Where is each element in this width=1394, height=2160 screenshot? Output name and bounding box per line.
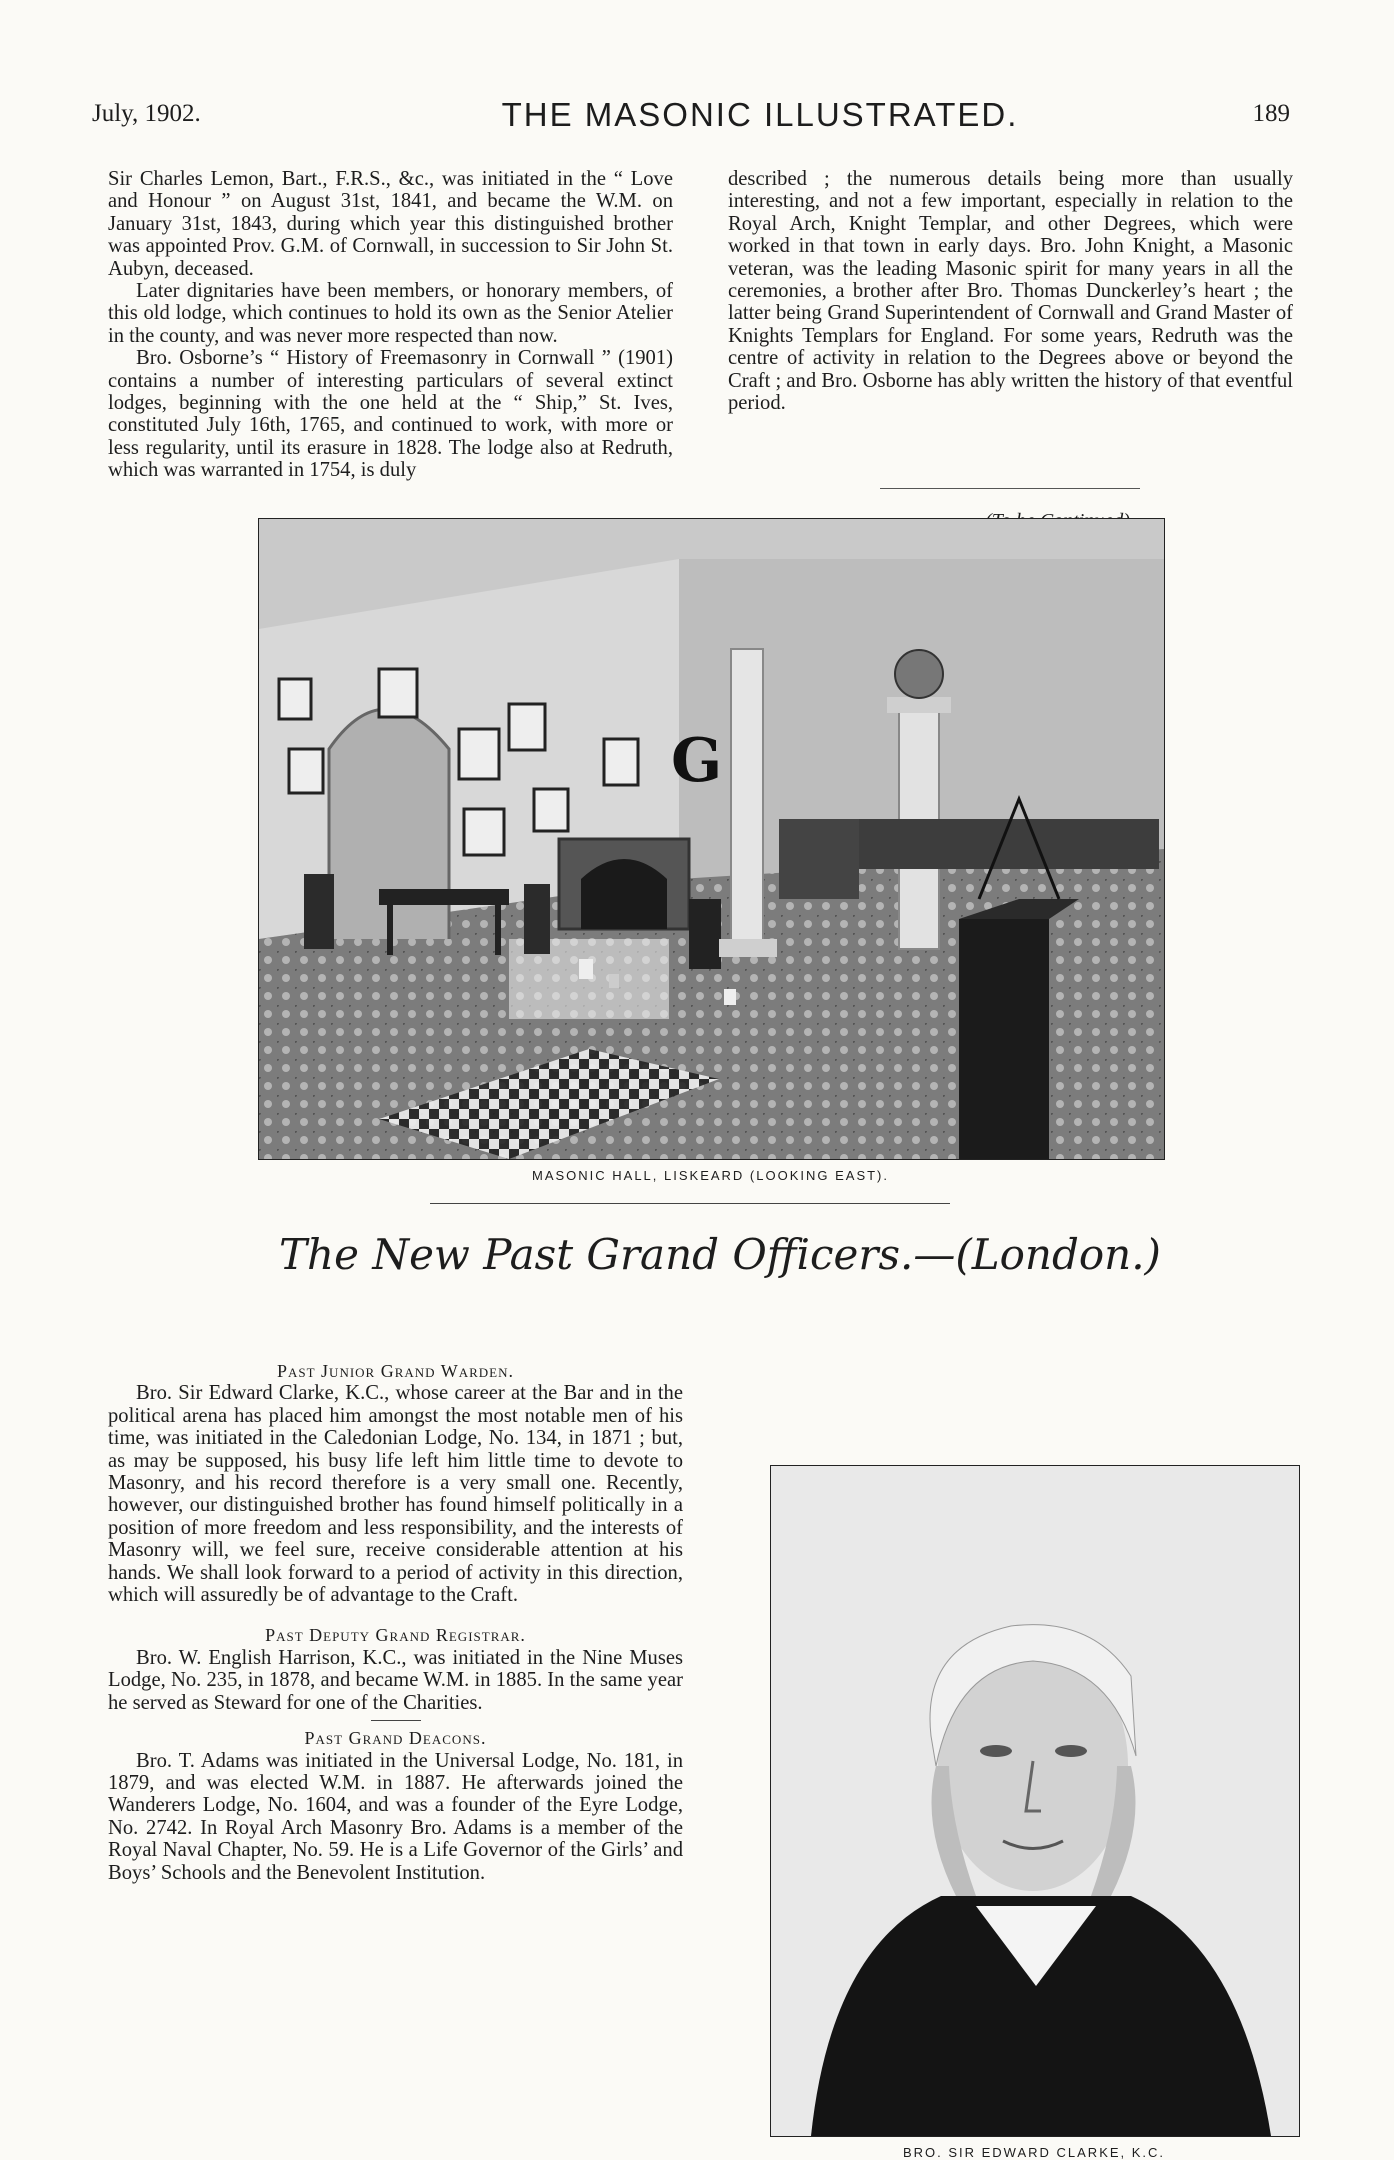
paragraph: described ; the numerous details being more than usually interesting, and not a few important, especially in relation to the Royal Arch, Knight Templar, and other Degrees, which were worked in that town in early days. Bro. John Knight, a Masonic veteran, was the leading Masonic spirit for many years in all the ceremonies, a brother after Bro. Thomas Dunckerley’s heart ; the latter being Grand Superintendent of Cornwall and Grand Master of Knights Templars for England. For some years, Redruth was the centre of activity in relation to the Degrees above or beyond the Craft ; and Bro. Osborne has ably written the history of that eventful period. bbox=[728, 168, 1293, 415]
paragraph: Sir Charles Lemon, Bart., F.R.S., &c., was initiated in the “ Love and Honour ” on August 31st, 1841, and became the W.M. on January 31st, 1843, during which year this distinguished brother was appointed Prov. G.M. of Cornwall, in succession to Sir John St. Aubyn, deceased. bbox=[108, 168, 673, 280]
issue-date: July, 1902. bbox=[92, 100, 201, 127]
portrait-caption: BRO. SIR EDWARD CLARKE, K.C. bbox=[902, 2145, 1166, 2160]
letter-g: G bbox=[671, 726, 723, 796]
officers-column bbox=[108, 1360, 683, 1884]
officer-heading: Past Junior Grand Warden. bbox=[276, 1361, 514, 1381]
article-column-right bbox=[728, 168, 1293, 414]
portrait-photo bbox=[770, 1465, 1300, 2137]
divider bbox=[371, 1720, 421, 1721]
publication-title: THE MASONIC ILLUSTRATED. bbox=[501, 96, 1019, 133]
officer-text: Bro. T. Adams was initiated in the Universal Lodge, No. 181, in 1879, and was elected W.M. in 1887. He afterwards joined the Wanderers Lodge, No. 1604, and was a founder of the Eyre Lodge, No. 2742. In Royal Arch Masonry Bro. Adams is a member of the Royal Naval Chapter, No. 59. He is a Life Governor of the Girls’ and Boys’ Schools and the Benevolent Institution. bbox=[108, 1749, 683, 1884]
officer-text: Bro. Sir Edward Clarke, K.C., whose career at the Bar and in the political arena has placed him amongst the most notable men of his time, was initiated in the Caledonian Lodge, No. 134, in 1871 ; but, as may be supposed, his busy life left him little time to devote to Masonry, and his record therefore is a very small one. Recently, however, our distinguished brother has found himself politically in a position of more freedom and less responsibility, and the interests of Masonry will, we feel sure, receive considerable attention at his hands. We shall look forward to a period of activity in this direction, which will assuredly be of advantage to the Craft. bbox=[108, 1382, 683, 1607]
article-column-left bbox=[108, 168, 673, 482]
paragraph: Later dignitaries have been members, or honorary members, of this old lodge, which continues to hold its own as the Senior Atelier in the county, and was never more respected than now. bbox=[108, 280, 673, 347]
page-number: 189 bbox=[1252, 100, 1290, 127]
officer-heading: Past Deputy Grand Registrar. bbox=[265, 1625, 526, 1646]
divider bbox=[430, 1203, 950, 1204]
hall-photo-caption: MASONIC HALL, LISKEARD (LOOKING EAST). bbox=[531, 1168, 889, 1183]
officer-text: Bro. W. English Harrison, K.C., was initiated in the Nine Muses Lodge, No. 235, in 1878, and became W.M. in 1885. In the same year he served as Steward for one of the Charities. bbox=[108, 1646, 683, 1714]
section-title: The New Past Grand Officers.—(London.) bbox=[279, 1230, 1161, 1279]
officer-heading: Past Grand Deacons. bbox=[304, 1728, 487, 1749]
paragraph: Bro. Osborne’s “ History of Freemasonry in Cornwall ” (1901) contains a number of interesting particulars of several extinct lodges, beginning with the one held at the “ Ship,” St. Ives, constituted July 16th, 1765, and continued to work, with more or less regularity, until its erasure in 1828. The lodge also at Redruth, which was warranted in 1754, is duly bbox=[108, 347, 673, 482]
divider bbox=[880, 488, 1140, 489]
masonic-hall-photo bbox=[258, 518, 1165, 1160]
